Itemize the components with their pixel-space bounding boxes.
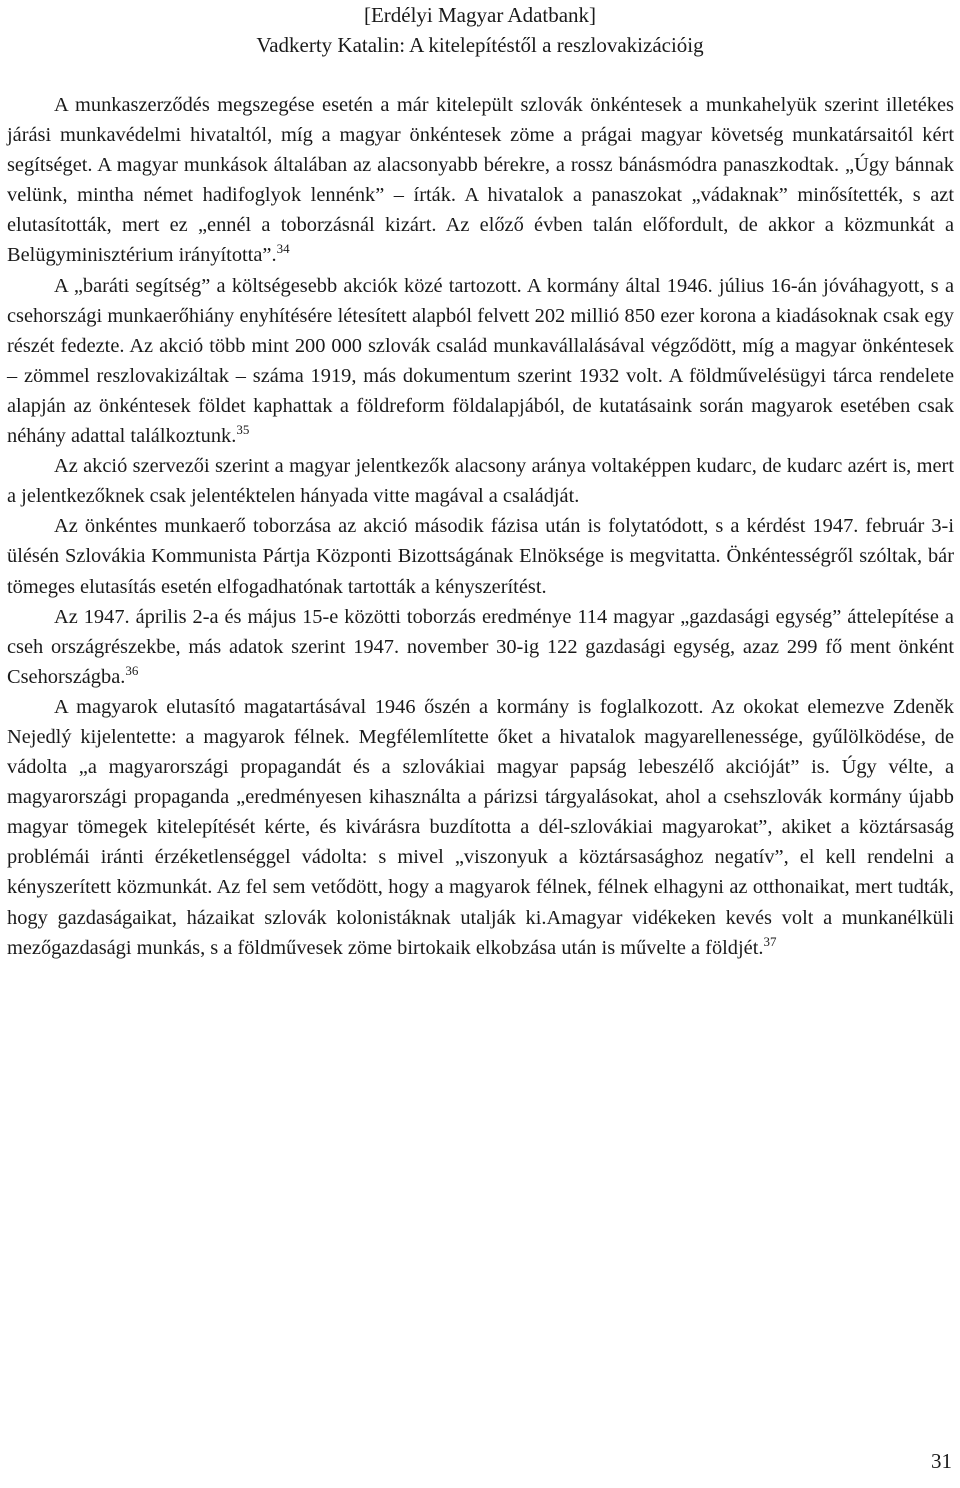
paragraph <box>7 602 954 692</box>
page-header <box>0 0 960 60</box>
paragraph-text: Az akció szervezői szerint a magyar jelentkezők alacsony aránya voltaképpen kudarc, de kudarc azért is, mert a jelentkezőknek csak jelentéktelen hányada vitte magával a családját. <box>7 455 954 508</box>
body-text <box>7 90 954 963</box>
paragraph <box>7 451 954 511</box>
paragraph <box>7 90 954 271</box>
footnote-ref[interactable]: 35 <box>236 422 250 438</box>
paragraph-text: A „baráti segítség” a költségesebb akciók közé tartozott. A kormány által 1946. július 16-án jóváhagyott, s a csehországi munkaerőhiány enyhítésére létesített alapból felvett 202 millió 850 ezer korona a kiadásoknak csak egy részét fedezte. Az akció több mint 200 000 szlovák család munkavállalásával végződött, míg a magyar önkéntesek – zömmel reszlovakizáltak – száma 1919, más dokumentum szerint 1932 volt. A földművelésügyi tárca rendelete alapján az önkéntesek földet kaphattak a földreform földalapjából, de kutatásaink során magyarok esetében csak néhány adattal találkoztunk. <box>7 274 954 448</box>
footnote-ref[interactable]: 36 <box>125 662 139 678</box>
paragraph <box>7 271 954 452</box>
paragraph <box>7 511 954 601</box>
source-line: [Erdélyi Magyar Adatbank] <box>363 3 597 27</box>
footnote-ref[interactable]: 37 <box>763 933 777 949</box>
paragraph <box>7 692 954 963</box>
article-title: Vadkerty Katalin: A kitelepítéstől a reszlovakizációig <box>256 33 704 57</box>
paragraph-text: Az önkéntes munkaerő toborzása az akció második fázisa után is folytatódott, s a kérdést 1947. február 3-i ülésén Szlovákia Kommunista Pártja Központi Bizottságának Elnöksége is megvitatta. Önkéntességről szóltak, bár tömeges elutasítás esetén elfogadhatónak tartották a kényszerítést. <box>7 515 954 598</box>
footnote-ref[interactable]: 34 <box>276 241 290 257</box>
paragraph-text: Az 1947. április 2-a és május 15-e közötti toborzás eredménye 114 magyar „gazdasági egység” áttelepítése a cseh országrészekbe, más adatok szerint 1947. november 30-ig 122 gazdasági egység, azaz 299 fő ment önként Csehországba. <box>7 605 954 688</box>
paragraph-text: A munkaszerződés megszegése esetén a már kitelepült szlovák önkéntesek a munkahelyük szerint illetékes járási munkavédelmi hivataltól, míg a magyar önkéntesek zöme a prágai magyar követség munkatársaitól kért segítséget. A magyar munkások általában az alacsonyabb bérekre, a rossz bánásmódra panaszkodtak. „Úgy bánnak velünk, mintha német hadifoglyok lennénk” – írták. A hivatalok a panaszokat „vádaknak” minősítették, s azt elutasították, mert ez „ennél a toborzásnál kizárt. Az előző évben talán előfordult, de akkor a közmunkát a Belügyminisztérium irányította”. <box>7 94 954 267</box>
paragraph-text: A magyarok elutasító magatartásával 1946 őszén a kormány is foglalkozott. Az okokat elemezve Zdeněk Nejedlý kijelentette: a magyarok félnek. Megfélemlítette őket a hivatalok magyarellenessége, gyűlölködése, de vádolta „a magyarországi propagandát és a szlovákiai magyar papság lebeszélő akcióját” is. Úgy vélte, a magyarországi propaganda „eredményesen kihasználta a párizsi tárgyalásokat, ahol a csehszlovák kormány újabb magyar tömegek kitelepítését kérte, és kivárásra buzdította a dél-szlovákiai magyarokat”, akiket a köztársaság problémái iránti érzéketlenséggel vádolta: s mivel „viszonyuk a köztársasághoz negatív”, el kell rendelni a kényszerített közmunkát. Az fel sem vetődött, hogy a magyarok félnek, félnek elhagyni az otthonaikat, mert tudták, hogy gazdaságaikat, házaikat szlovák kolonistáknak utalják ki.Amagyar vidékeken kevés volt a munkanélküli mezőgazdasági munkás, s a földművesek zöme birtokaik elkobzása után is művelte a földjét. <box>7 695 954 959</box>
page-number: 31 <box>931 1449 952 1473</box>
